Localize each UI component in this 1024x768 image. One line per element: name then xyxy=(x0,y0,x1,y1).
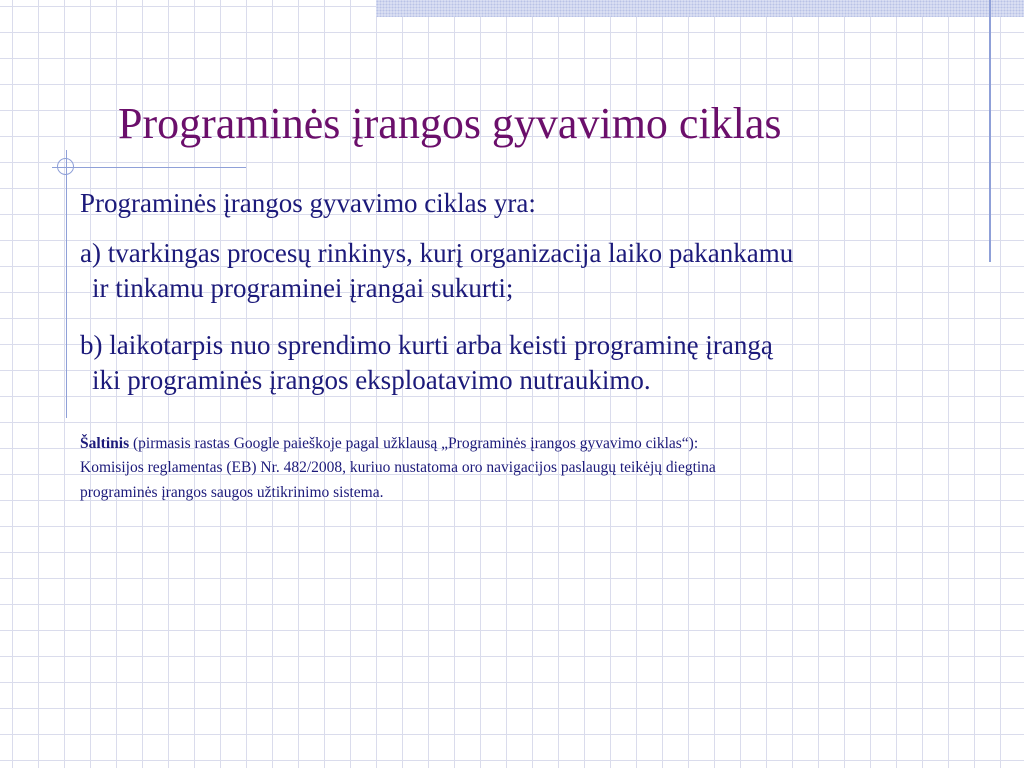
slide-title: Programinės įrangos gyvavimo ciklas xyxy=(118,99,782,148)
source-line1: (pirmasis rastas Google paieškoje pagal užklausą „Programinės įrangos gyvavimo ciklas“): xyxy=(129,435,699,452)
decorative-horizontal-line xyxy=(52,167,246,168)
decorative-vertical-line-left xyxy=(66,150,67,418)
definition-item-b-line2: iki programinės įrangos eksploatavimo nutraukimo. xyxy=(92,364,651,395)
source-label: Šaltinis xyxy=(80,435,130,452)
source-line2: Komisijos reglamentas (EB) Nr. 482/2008, kuriuo nustatoma oro navigacijos paslaugų teikėjų diegtina xyxy=(80,459,716,477)
definition-item-a-line2: ir tinkamu programinei įrangai sukurti; xyxy=(92,272,514,303)
definition-item-b xyxy=(80,328,990,397)
definition-item-a xyxy=(80,236,990,305)
definition-item-b-line1: b) laikotarpis nuo sprendimo kurti arba keisti programinę įrangą xyxy=(80,330,773,360)
definition-item-a-line1: a) tvarkingas procesų rinkinys, kurį organizacija laiko pakankamu xyxy=(80,238,794,268)
decorative-vertical-line-right xyxy=(989,0,991,262)
source-line3: programinės įrangos saugos užtikrinimo sistema. xyxy=(80,483,384,501)
decorative-top-band xyxy=(376,0,1024,17)
intro-text: Programinės įrangos gyvavimo ciklas yra: xyxy=(80,188,536,218)
source-note xyxy=(80,432,940,505)
decorative-crosshair-circle xyxy=(57,158,74,175)
